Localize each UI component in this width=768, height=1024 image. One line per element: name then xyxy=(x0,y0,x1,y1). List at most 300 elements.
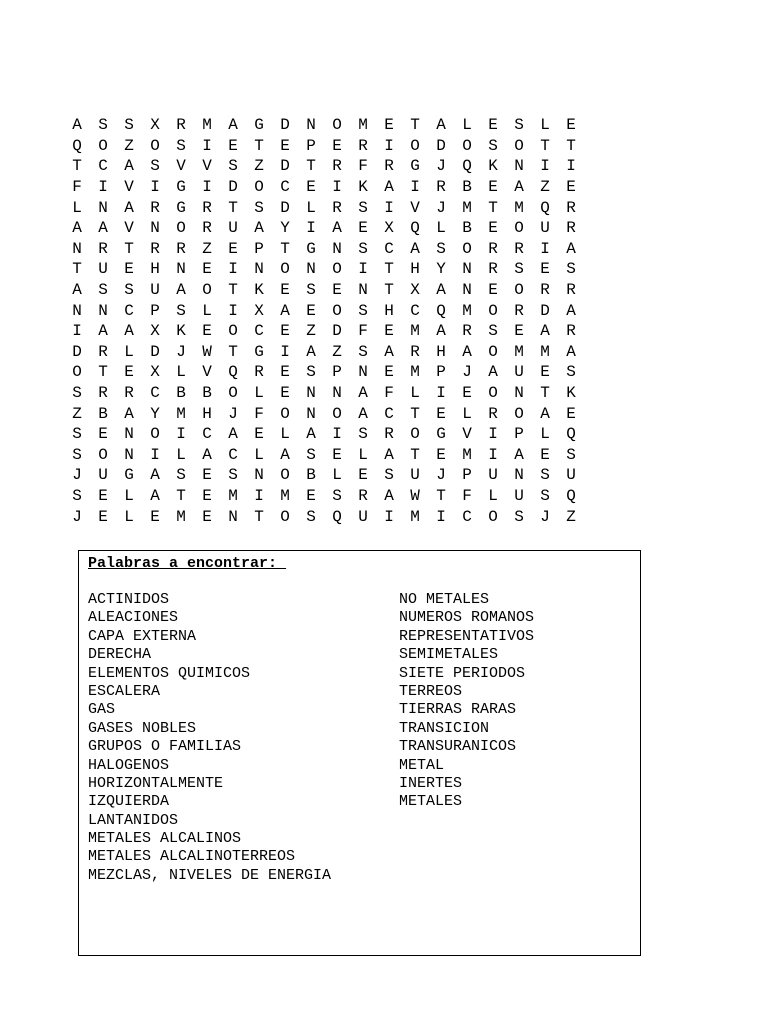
grid-letter: U xyxy=(540,219,550,238)
grid-letter: S xyxy=(228,157,238,176)
grid-letter: A xyxy=(72,281,82,300)
grid-letter: E xyxy=(280,281,290,300)
grid-letter: E xyxy=(280,363,290,382)
grid-letter: S xyxy=(98,281,108,300)
grid-letter: O xyxy=(514,404,524,423)
word-item: SEMIMETALES xyxy=(399,646,499,664)
grid-letter: N xyxy=(332,239,342,258)
grid-letter: A xyxy=(358,384,368,403)
word-item: TERREOS xyxy=(399,682,463,700)
grid-row xyxy=(64,424,584,445)
grid-letter: O xyxy=(488,342,498,361)
grid-letter: I xyxy=(202,136,212,155)
grid-letter: E xyxy=(332,281,342,300)
grid-letter: E xyxy=(566,404,576,423)
grid-letter: F xyxy=(462,486,472,505)
grid-letter: S xyxy=(150,157,160,176)
grid-letter: P xyxy=(462,466,472,485)
word-item: HORIZONTALMENTE xyxy=(88,774,224,792)
grid-letter: R xyxy=(150,198,160,217)
grid-row xyxy=(64,218,584,239)
grid-letter: S xyxy=(566,445,576,464)
grid-letter: Y xyxy=(436,260,446,279)
grid-letter: E xyxy=(332,136,342,155)
grid-row xyxy=(64,239,584,260)
grid-letter: R xyxy=(124,384,134,403)
grid-letter: D xyxy=(280,157,290,176)
grid-letter: R xyxy=(332,157,342,176)
grid-letter: R xyxy=(358,136,368,155)
grid-letter: I xyxy=(384,198,394,217)
word-item: ACTINIDOS xyxy=(88,591,170,608)
grid-letter: O xyxy=(280,260,290,279)
word-item: METALES ALCALINOTERREOS xyxy=(88,848,296,866)
grid-letter: Z xyxy=(566,507,576,526)
grid-letter: O xyxy=(462,239,472,258)
grid-row xyxy=(64,362,584,383)
grid-letter: T xyxy=(98,363,108,382)
grid-letter: Z xyxy=(72,404,82,423)
grid-letter: S xyxy=(358,425,368,444)
grid-letter: I xyxy=(228,260,238,279)
grid-letter: C xyxy=(384,404,394,423)
grid-letter: I xyxy=(254,486,264,505)
word-item: DERECHA xyxy=(88,646,152,664)
grid-letter: I xyxy=(384,136,394,155)
grid-letter: X xyxy=(150,322,160,341)
grid-letter: E xyxy=(488,116,498,135)
grid-letter: L xyxy=(254,384,264,403)
word-item: CAPA EXTERNA xyxy=(88,627,197,645)
word-item: TRANSICION xyxy=(399,719,490,737)
grid-letter: E xyxy=(514,322,524,341)
grid-letter: X xyxy=(254,301,264,320)
grid-letter: N xyxy=(254,260,264,279)
grid-letter: A xyxy=(384,486,394,505)
grid-letter: R xyxy=(358,486,368,505)
grid-letter: C xyxy=(462,507,472,526)
grid-letter: O xyxy=(462,136,472,155)
grid-letter: F xyxy=(72,178,82,197)
word-item: SIETE PERIODOS xyxy=(399,664,526,682)
grid-letter: T xyxy=(436,486,446,505)
grid-letter: T xyxy=(228,281,238,300)
grid-letter: E xyxy=(306,486,316,505)
grid-letter: L xyxy=(540,425,550,444)
grid-letter: J xyxy=(436,157,446,176)
grid-letter: N xyxy=(306,260,316,279)
grid-letter: R xyxy=(462,322,472,341)
grid-letter: L xyxy=(202,301,212,320)
grid-row xyxy=(64,342,584,363)
grid-letter: O xyxy=(202,281,212,300)
grid-letter: A xyxy=(280,445,290,464)
grid-letter: S xyxy=(98,116,108,135)
grid-letter: O xyxy=(176,219,186,238)
grid-letter: A xyxy=(384,178,394,197)
grid-letter: S xyxy=(176,301,186,320)
grid-letter: S xyxy=(514,116,524,135)
grid-letter: S xyxy=(176,136,186,155)
grid-row xyxy=(64,506,584,527)
grid-letter: R xyxy=(98,342,108,361)
grid-letter: E xyxy=(384,363,394,382)
grid-letter: P xyxy=(514,425,524,444)
grid-letter: L xyxy=(176,363,186,382)
grid-letter: R xyxy=(384,425,394,444)
grid-letter: A xyxy=(488,363,498,382)
grid-letter: E xyxy=(202,466,212,485)
grid-letter: T xyxy=(384,260,394,279)
grid-letter: U xyxy=(98,466,108,485)
grid-letter: S xyxy=(488,322,498,341)
grid-letter: D xyxy=(150,342,160,361)
grid-letter: E xyxy=(436,445,446,464)
grid-letter: E xyxy=(202,322,212,341)
grid-letter: Q xyxy=(566,425,576,444)
grid-letter: J xyxy=(176,342,186,361)
grid-letter: Q xyxy=(462,157,472,176)
grid-letter: R xyxy=(488,239,498,258)
grid-letter: E xyxy=(98,486,108,505)
grid-letter: N xyxy=(72,301,82,320)
grid-letter: G xyxy=(254,342,264,361)
word-item: ESCALERA xyxy=(88,682,161,700)
grid-letter: O xyxy=(332,301,342,320)
grid-letter: V xyxy=(410,198,420,217)
grid-letter: P xyxy=(436,363,446,382)
word-item: TIERRAS RARAS xyxy=(399,701,517,719)
grid-letter: N xyxy=(150,219,160,238)
grid-letter: R xyxy=(254,363,264,382)
grid-letter: L xyxy=(72,198,82,217)
grid-letter: L xyxy=(332,466,342,485)
grid-letter: O xyxy=(332,116,342,135)
grid-letter: E xyxy=(462,384,472,403)
letter-grid xyxy=(64,115,584,527)
grid-letter: S xyxy=(514,260,524,279)
grid-letter: V xyxy=(202,363,212,382)
grid-letter: N xyxy=(332,384,342,403)
grid-letter: L xyxy=(254,445,264,464)
grid-letter: M xyxy=(410,363,420,382)
grid-letter: S xyxy=(254,198,264,217)
grid-letter: E xyxy=(540,260,550,279)
grid-letter: G xyxy=(254,116,264,135)
grid-letter: A xyxy=(98,219,108,238)
grid-letter: F xyxy=(254,404,264,423)
grid-letter: M xyxy=(462,301,472,320)
grid-row xyxy=(64,280,584,301)
grid-letter: L xyxy=(280,425,290,444)
grid-letter: N xyxy=(358,363,368,382)
grid-letter: L xyxy=(358,445,368,464)
grid-letter: L xyxy=(124,486,134,505)
grid-letter: S xyxy=(124,281,134,300)
grid-letter: R xyxy=(488,260,498,279)
grid-letter: J xyxy=(228,404,238,423)
word-item: METALES ALCALINOS xyxy=(88,830,242,848)
grid-letter: N xyxy=(176,260,186,279)
grid-letter: N xyxy=(306,116,316,135)
grid-letter: A xyxy=(514,178,524,197)
grid-letter: I xyxy=(436,507,446,526)
grid-letter: I xyxy=(358,260,368,279)
grid-letter: N xyxy=(72,239,82,258)
grid-letter: S xyxy=(358,301,368,320)
grid-letter: H xyxy=(384,301,394,320)
grid-letter: R xyxy=(176,239,186,258)
grid-letter: O xyxy=(228,384,238,403)
grid-letter: E xyxy=(488,281,498,300)
grid-letter: R xyxy=(332,198,342,217)
grid-letter: T xyxy=(540,136,550,155)
grid-letter: C xyxy=(98,157,108,176)
grid-letter: O xyxy=(150,136,160,155)
grid-letter: I xyxy=(384,507,394,526)
grid-letter: A xyxy=(228,116,238,135)
grid-letter: A xyxy=(124,157,134,176)
grid-letter: A xyxy=(514,445,524,464)
grid-letter: E xyxy=(254,425,264,444)
grid-letter: A xyxy=(410,239,420,258)
grid-letter: I xyxy=(280,342,290,361)
grid-letter: E xyxy=(332,445,342,464)
grid-letter: R xyxy=(566,322,576,341)
grid-letter: I xyxy=(488,425,498,444)
grid-letter: C xyxy=(228,445,238,464)
grid-letter: C xyxy=(202,425,212,444)
grid-letter: A xyxy=(436,322,446,341)
grid-letter: S xyxy=(332,486,342,505)
grid-letter: X xyxy=(384,219,394,238)
grid-letter: C xyxy=(384,239,394,258)
grid-letter: E xyxy=(202,486,212,505)
grid-letter: A xyxy=(202,445,212,464)
grid-letter: G xyxy=(410,157,420,176)
grid-letter: A xyxy=(98,322,108,341)
grid-row xyxy=(64,445,584,466)
grid-letter: O xyxy=(332,404,342,423)
grid-letter: H xyxy=(202,404,212,423)
grid-letter: E xyxy=(306,178,316,197)
grid-letter: M xyxy=(176,507,186,526)
word-item: MEZCLAS, NIVELES DE ENERGIA xyxy=(88,866,332,884)
grid-letter: O xyxy=(72,363,82,382)
grid-letter: S xyxy=(124,116,134,135)
grid-letter: S xyxy=(488,136,498,155)
grid-letter: E xyxy=(488,219,498,238)
grid-letter: A xyxy=(358,404,368,423)
grid-letter: A xyxy=(566,301,576,320)
word-list-box xyxy=(78,550,641,956)
grid-letter: Z xyxy=(306,322,316,341)
grid-letter: O xyxy=(514,136,524,155)
grid-letter: R xyxy=(150,239,160,258)
grid-letter: Q xyxy=(540,198,550,217)
grid-letter: X xyxy=(150,116,160,135)
grid-letter: O xyxy=(280,507,290,526)
grid-letter: S xyxy=(306,507,316,526)
grid-letter: N xyxy=(228,507,238,526)
grid-letter: T xyxy=(488,198,498,217)
grid-letter: C xyxy=(150,384,160,403)
grid-letter: S xyxy=(358,198,368,217)
grid-letter: A xyxy=(176,281,186,300)
grid-row xyxy=(64,177,584,198)
word-item: NUMEROS ROMANOS xyxy=(399,609,535,627)
word-item: INERTES xyxy=(399,774,463,792)
grid-letter: R xyxy=(410,342,420,361)
word-item: HALOGENOS xyxy=(88,756,170,774)
grid-letter: O xyxy=(150,425,160,444)
grid-letter: A xyxy=(150,486,160,505)
grid-letter: B xyxy=(98,404,108,423)
grid-letter: M xyxy=(540,342,550,361)
grid-letter: E xyxy=(384,322,394,341)
grid-letter: W xyxy=(410,486,420,505)
grid-letter: A xyxy=(332,219,342,238)
grid-letter: R xyxy=(202,219,212,238)
word-item: GRUPOS O FAMILIAS xyxy=(88,738,242,756)
grid-letter: E xyxy=(566,178,576,197)
grid-letter: N xyxy=(124,425,134,444)
grid-letter: T xyxy=(280,239,290,258)
grid-letter: I xyxy=(332,425,342,444)
grid-letter: V xyxy=(202,157,212,176)
grid-letter: X xyxy=(410,281,420,300)
grid-letter: N xyxy=(98,301,108,320)
grid-letter: L xyxy=(540,116,550,135)
grid-letter: U xyxy=(150,281,160,300)
word-list-title: Palabras a encontrar: xyxy=(88,555,287,572)
grid-letter: G xyxy=(436,425,446,444)
word-item: NO METALES xyxy=(399,591,490,608)
grid-letter: E xyxy=(202,260,212,279)
grid-letter: R xyxy=(566,281,576,300)
grid-letter: M xyxy=(228,486,238,505)
grid-letter: F xyxy=(384,384,394,403)
grid-letter: T xyxy=(566,136,576,155)
grid-letter: C xyxy=(410,301,420,320)
grid-letter: R xyxy=(566,219,576,238)
grid-letter: M xyxy=(514,342,524,361)
grid-letter: I xyxy=(202,178,212,197)
grid-letter: I xyxy=(436,384,446,403)
grid-letter: D xyxy=(228,178,238,197)
grid-letter: I xyxy=(98,178,108,197)
grid-letter: J xyxy=(436,466,446,485)
grid-letter: E xyxy=(306,301,316,320)
grid-letter: T xyxy=(254,507,264,526)
grid-letter: E xyxy=(124,260,134,279)
grid-letter: A xyxy=(462,342,472,361)
grid-letter: M xyxy=(280,486,290,505)
grid-letter: S xyxy=(358,239,368,258)
grid-letter: P xyxy=(150,301,160,320)
grid-letter: V xyxy=(462,425,472,444)
grid-letter: M xyxy=(410,507,420,526)
grid-letter: G xyxy=(124,466,134,485)
grid-letter: X xyxy=(150,363,160,382)
grid-letter: A xyxy=(124,198,134,217)
grid-letter: T xyxy=(410,404,420,423)
grid-letter: Y xyxy=(280,219,290,238)
grid-row xyxy=(64,486,584,507)
grid-letter: V xyxy=(176,157,186,176)
grid-letter: V xyxy=(124,219,134,238)
grid-letter: O xyxy=(410,425,420,444)
grid-letter: Z xyxy=(332,342,342,361)
grid-letter: T xyxy=(228,198,238,217)
grid-letter: S xyxy=(228,466,238,485)
grid-letter: A xyxy=(150,466,160,485)
grid-letter: L xyxy=(462,116,472,135)
grid-letter: I xyxy=(488,445,498,464)
grid-letter: K xyxy=(488,157,498,176)
grid-letter: P xyxy=(332,363,342,382)
grid-letter: E xyxy=(124,363,134,382)
word-item: LANTANIDOS xyxy=(88,811,179,829)
grid-letter: T xyxy=(124,239,134,258)
grid-letter: T xyxy=(254,136,264,155)
grid-letter: U xyxy=(488,466,498,485)
grid-letter: O xyxy=(514,281,524,300)
grid-letter: W xyxy=(202,342,212,361)
grid-letter: R xyxy=(436,178,446,197)
grid-letter: D xyxy=(72,342,82,361)
grid-letter: D xyxy=(280,198,290,217)
grid-letter: N xyxy=(514,157,524,176)
grid-letter: A xyxy=(280,301,290,320)
grid-letter: S xyxy=(540,486,550,505)
grid-letter: U xyxy=(98,260,108,279)
grid-letter: I xyxy=(176,425,186,444)
grid-letter: Q xyxy=(228,363,238,382)
grid-letter: B xyxy=(306,466,316,485)
grid-letter: B xyxy=(176,384,186,403)
grid-letter: N xyxy=(514,384,524,403)
grid-letter: N xyxy=(462,260,472,279)
grid-letter: B xyxy=(462,219,472,238)
grid-letter: I xyxy=(150,178,160,197)
grid-letter: Z xyxy=(540,178,550,197)
grid-letter: T xyxy=(176,486,186,505)
grid-letter: M xyxy=(176,404,186,423)
grid-letter: E xyxy=(280,322,290,341)
grid-letter: O xyxy=(488,507,498,526)
grid-letter: J xyxy=(72,466,82,485)
grid-letter: T xyxy=(384,281,394,300)
grid-letter: J xyxy=(540,507,550,526)
grid-letter: J xyxy=(462,363,472,382)
word-item: METAL xyxy=(399,756,445,774)
grid-letter: Q xyxy=(72,136,82,155)
grid-letter: D xyxy=(280,116,290,135)
word-item: REPRESENTATIVOS xyxy=(399,627,535,645)
word-item: METALES xyxy=(399,793,463,811)
grid-letter: I xyxy=(332,178,342,197)
grid-letter: M xyxy=(410,322,420,341)
grid-letter: Y xyxy=(150,404,160,423)
grid-letter: A xyxy=(566,342,576,361)
grid-letter: T xyxy=(72,157,82,176)
grid-letter: Z xyxy=(254,157,264,176)
word-list-left-column xyxy=(88,591,331,885)
grid-letter: K xyxy=(254,281,264,300)
grid-letter: N xyxy=(306,404,316,423)
grid-letter: U xyxy=(228,219,238,238)
